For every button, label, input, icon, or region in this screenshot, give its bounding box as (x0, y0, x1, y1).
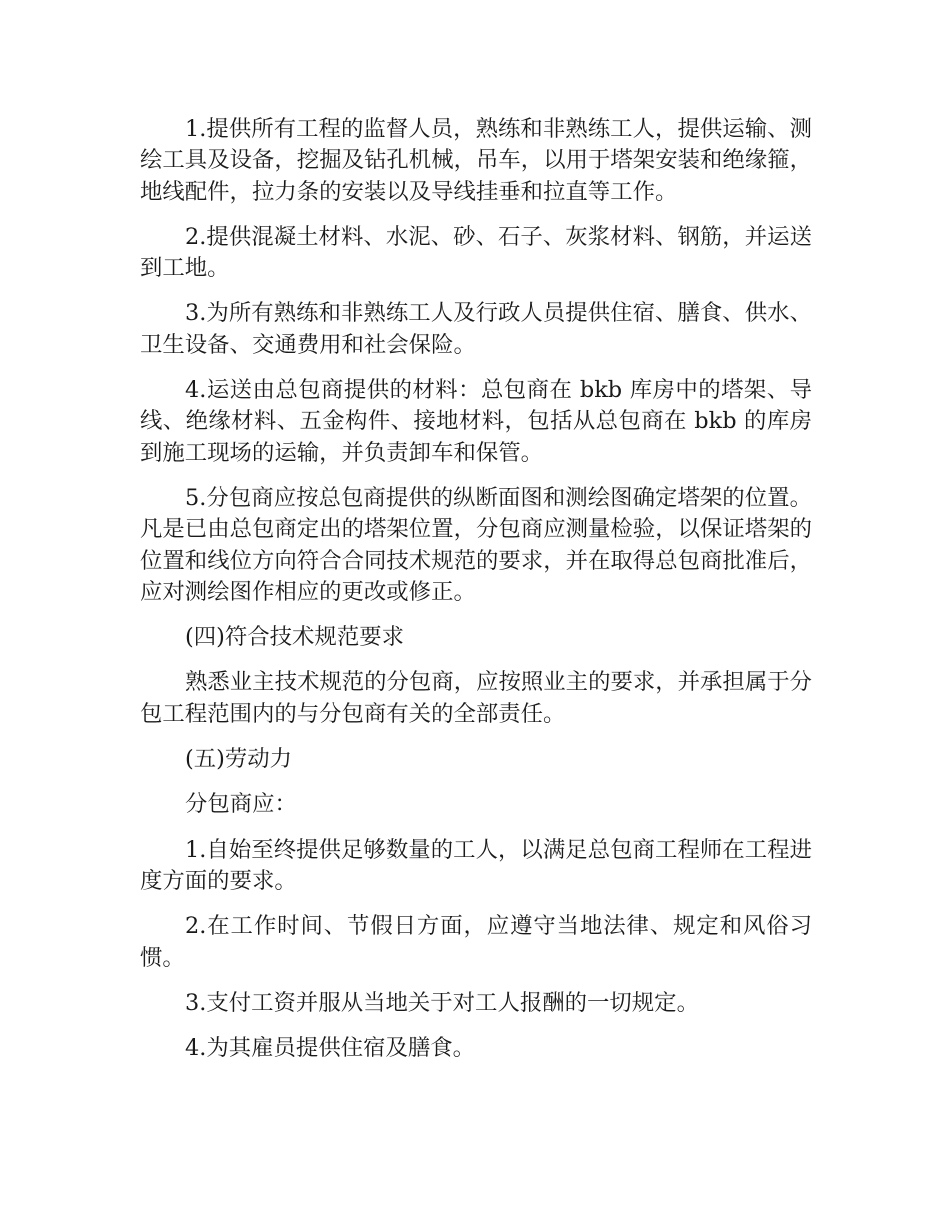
paragraph-sufficient-workers: 1.自始至终提供足够数量的工人，以满足总包商工程师在工程进度方面的要求。 (140, 836, 812, 894)
section-heading-labor: (五)劳动力 (185, 746, 293, 773)
paragraph-provide-supervisors: 1.提供所有工程的监督人员，熟练和非熟练工人，提供运输、测绘工具及设备，挖掘及钻孔机械，吊车，以用于塔架安装和绝缘箍，地线配件，拉力条的安装以及导线挂垂和拉直等工作。 (140, 116, 812, 205)
paragraph-technical-spec: 熟悉业主技术规范的分包商，应按照业主的要求，并承担属于分包工程范围内的与分包商有关的全部责任。 (140, 669, 812, 727)
paragraph-transport-materials: 4.运送由总包商提供的材料：总包商在 bkb 库房中的塔架、导线、绝缘材料、五金构件、接地材料，包括从总包商在 bkb 的库房到施工现场的运输，并负责卸车和保管。 (140, 377, 812, 466)
section-heading-technical-spec: (四)符合技术规范要求 (185, 624, 404, 651)
paragraph-provide-concrete: 2.提供混凝土材料、水泥、砂、石子、灰浆材料、钢筋，并运送到工地。 (140, 223, 812, 282)
paragraph-wages: 3.支付工资并服从当地关于对工人报酬的一切规定。 (185, 989, 699, 1016)
paragraph-local-laws: 2.在工作时间、节假日方面，应遵守当地法律、规定和风俗习惯。 (140, 913, 812, 971)
paragraph-employee-housing: 4.为其雇员提供住宿及膳食。 (185, 1035, 476, 1062)
document-page (140, 114, 812, 1078)
paragraph-tower-positions: 5.分包商应按总包商提供的纵断面图和测绘图确定塔架的位置。凡是已由总包商定出的塔架位置，分包商应测量检验，以保证塔架的位置和线位方向符合合同技术规范的要求，并在取得总包商批准后，应对测绘图作相应的更改或修正。 (140, 484, 812, 605)
paragraph-provide-accommodation: 3.为所有熟练和非熟练工人及行政人员提供住宿、膳食、供水、卫生设备、交通费用和社会保险。 (140, 300, 812, 358)
paragraph-subcontractor-shall: 分包商应： (185, 791, 297, 818)
